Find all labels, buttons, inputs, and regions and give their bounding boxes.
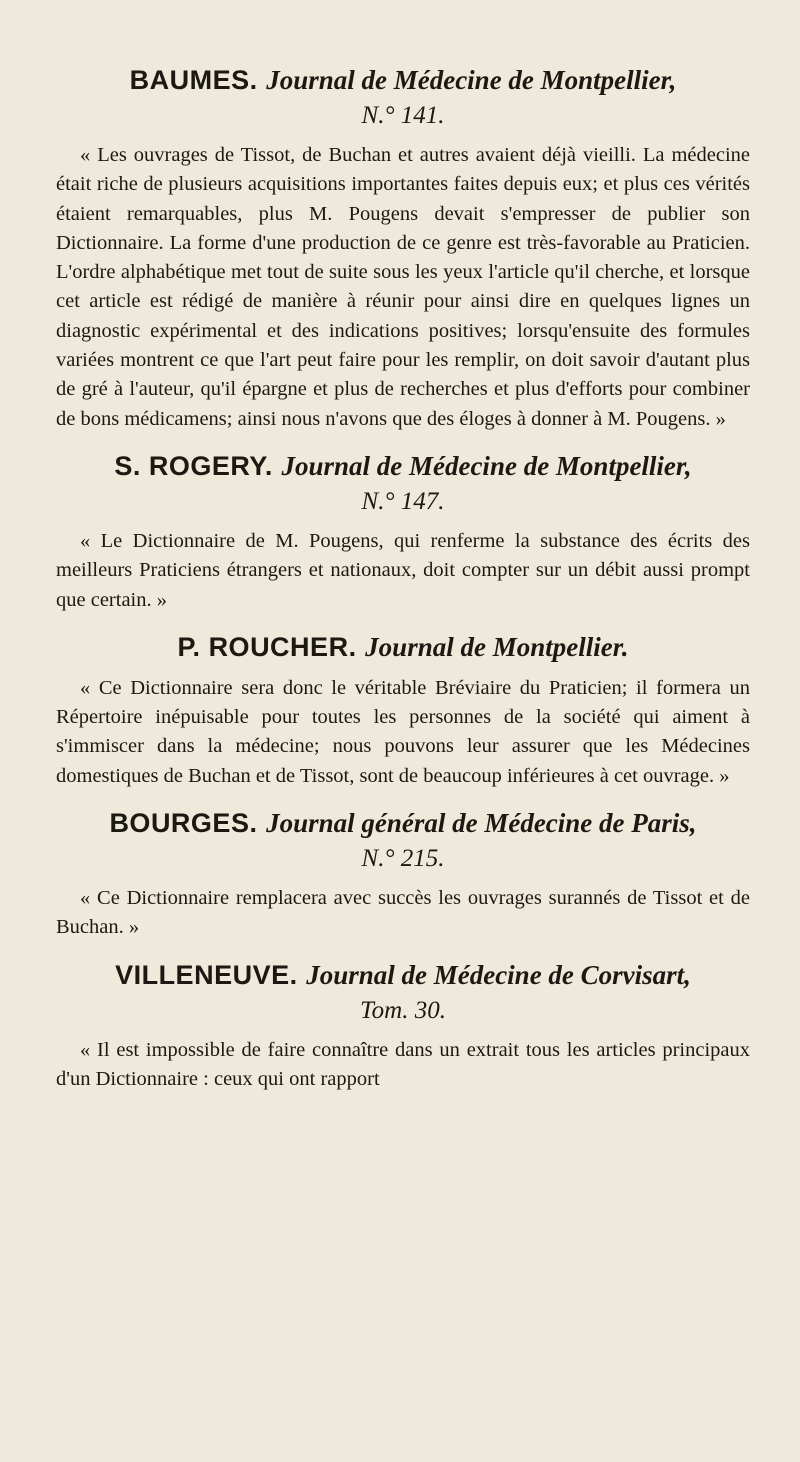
review-baumes (56, 62, 750, 434)
review-rogery (56, 448, 750, 615)
review-heading (56, 629, 750, 666)
review-heading (56, 805, 750, 842)
review-journal: Journal de Médecine de Montpellier, (281, 450, 692, 481)
review-heading (56, 448, 750, 485)
review-quote: « Les ouvrages de Tissot, de Buchan et autres avaient déjà vieilli. La médecine était riche de plusieurs acquisitions importantes faites depuis eux; et plus ces vérités étaient remarquables, plus M. Pougens devait s'empresser de publier son Dictionnaire. La forme d'une production de ce genre est très-favorable au Praticien. L'ordre alphabétique met tout de suite sous les yeux l'article qu'il cherche, et lorsque cet article est rédigé de manière à réunir pour ainsi dire en quelques lignes un diagnostic expérimental et des indications positives; lorsqu'ensuite des formules variées montrent ce que l'art peut faire pour les remplir, on doit savoir d'autant plus de gré à l'auteur, qu'il épargne et plus de recherches et plus d'efforts pour combiner de bons médicamens; ainsi nous n'avons que des éloges à donner à M. Pougens. » (56, 144, 750, 430)
review-quote: « Ce Dictionnaire sera donc le véritable Bréviaire du Praticien; il formera un Répertoire inépuisable pour toutes les personnes de la société qui aiment à s'immiscer dans la médecine; nous pouvons leur assurer que les Médecines domestiques de Buchan et de Tissot, sont de beaucoup inférieures à cet ouvrage. » (56, 676, 750, 787)
review-reference: N.° 147. (361, 487, 445, 515)
review-reference: N.° 141. (361, 102, 445, 129)
review-quote: « Ce Dictionnaire remplacera avec succès les ouvrages surannés de Tissot et de Buchan. » (56, 887, 750, 939)
review-author: S. ROGERY. (114, 450, 273, 481)
review-heading (56, 957, 750, 994)
review-author: P. ROUCHER. (177, 631, 357, 662)
review-villeneuve (56, 957, 750, 1095)
review-bourges (56, 805, 750, 943)
review-quote: « Il est impossible de faire connaître dans un extrait tous les articles principaux d'un Dictionnaire : ceux qui ont rapport (56, 1038, 750, 1090)
review-journal: Journal de Médecine de Corvisart, (306, 959, 691, 990)
review-roucher (56, 629, 750, 791)
review-quote: « Le Dictionnaire de M. Pougens, qui renferme la substance des écrits des meilleurs Praticiens étrangers et nationaux, doit compter sur un débit aussi prompt que certain. » (56, 529, 750, 611)
review-author: BAUMES. (129, 65, 258, 95)
review-journal: Journal de Médecine de Montpellier, (266, 65, 677, 95)
review-author: VILLENEUVE. (115, 959, 298, 990)
review-journal: Journal général de Médecine de Paris, (266, 808, 697, 839)
review-journal: Journal de Montpellier. (365, 631, 629, 662)
review-heading (56, 62, 750, 99)
review-author: BOURGES. (109, 808, 258, 839)
review-reference: N.° 215. (361, 845, 445, 873)
review-reference: Tom. 30. (360, 996, 446, 1024)
